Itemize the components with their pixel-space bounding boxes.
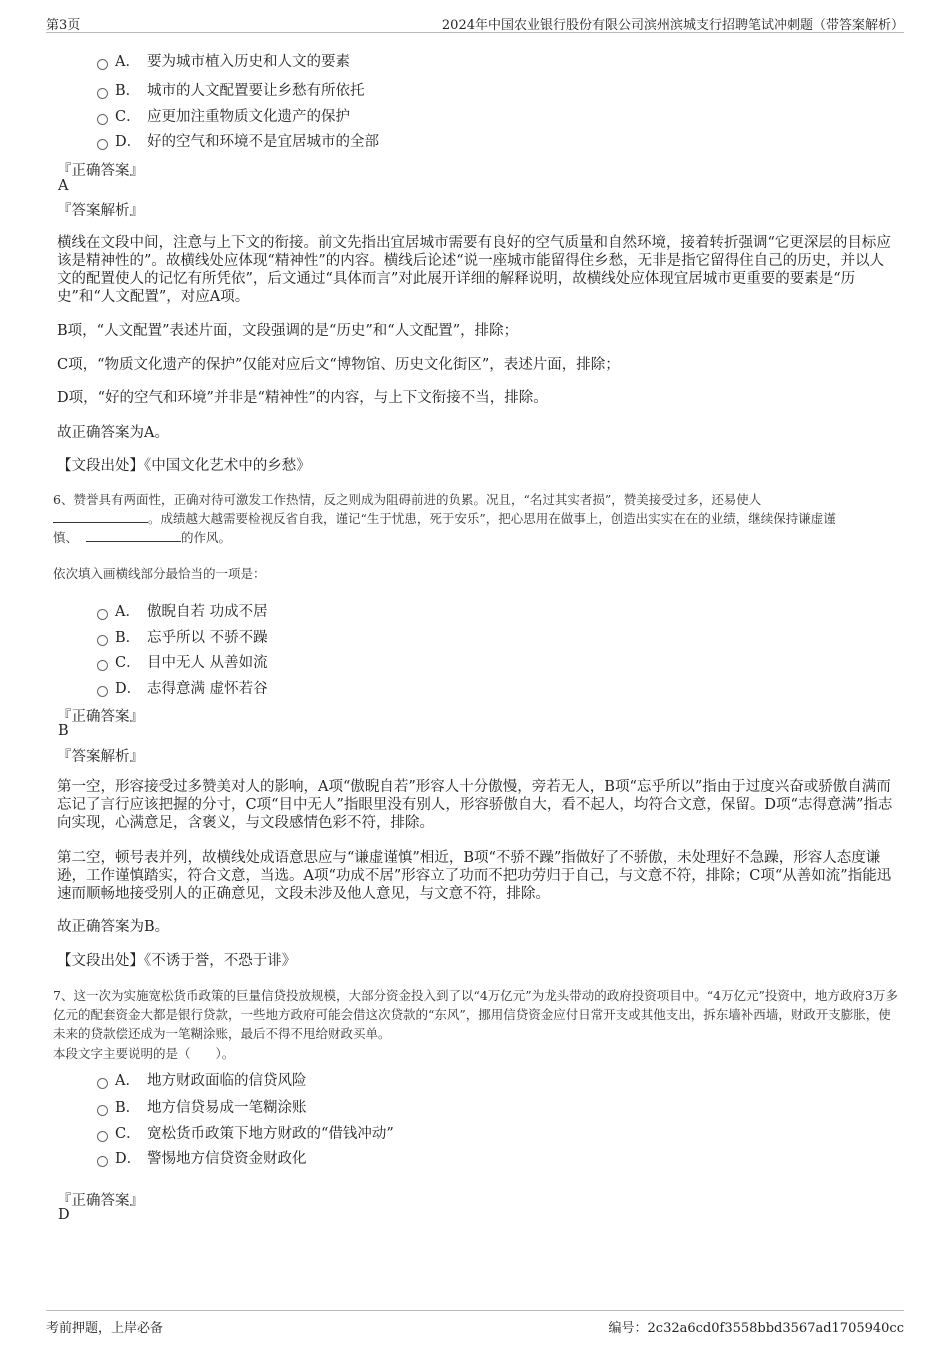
q5-conclusion: 故正确答案为A。 xyxy=(57,425,169,441)
q7-prompt: 本段文字主要说明的是（ ）。 xyxy=(53,1046,235,1061)
q6-analysis-label: 『答案解析』 xyxy=(57,749,144,765)
q5-analysis-paragraph: 横线在文段中间，注意与上下文的衔接。前文先指出宜居城市需要有良好的空气质量和自然环境，接着转折强调“它更深层的目标应该是精神性的”。故横线处应体现“精神性”的内容。横线后论述“说一座城市能留得住乡愁，无非是指它留得住自己的历史，并以人文的配置使人的记忆有所凭依”，后文通过“具体而言”对此展开详细的解释说明，故横线处应体现宜居城市更重要的要素是“历史”和“人文配置”，对应A项。 xyxy=(57,235,891,305)
q6-option-d[interactable]: D． 志得意满 虚怀若谷 xyxy=(97,677,268,698)
footer-slogan: 考前押题，上岸必备 xyxy=(46,1321,164,1336)
q5-analysis-label: 『答案解析』 xyxy=(57,203,144,219)
q6-option-c[interactable]: C． 目中无人 从善如流 xyxy=(97,651,268,672)
q5-analysis-paragraph: D项，“好的空气和环境”并非是“精神性”的内容，与上下文衔接不当，排除。 xyxy=(57,390,548,406)
page-header xyxy=(46,10,904,33)
q6-answer-label: 『正确答案』 xyxy=(57,709,144,725)
q7-stem: 7、这一次为实施宽松货币政策的巨量信贷投放规模，大部分资金投入到了以“4万亿元”为龙头带动的政府投资项目中。“4万亿元”投资中，地方政府3万多亿元的配套资金大都是银行贷款，一些地方政府可能会借这次贷款的“东风”，挪用信贷资金应付日常开支或其他支出，拆东墙补西墙，财政开支膨胀，使未来的贷款偿还成为一笔糊涂账，最后不得不甩给财政买单。 xyxy=(53,988,898,1041)
page-number: 第3页 xyxy=(46,18,81,33)
radio-icon[interactable] xyxy=(97,88,108,99)
q5-answer-label: 『正确答案』 xyxy=(57,163,144,179)
q6-conclusion: 故正确答案为B。 xyxy=(57,919,170,935)
q5-option-c[interactable]: C． 应更加注重物质文化遗产的保护 xyxy=(97,105,350,126)
radio-icon[interactable] xyxy=(97,114,108,125)
radio-icon[interactable] xyxy=(97,635,108,646)
document-id: 编号：2c32a6cd0f3558bbd3567ad1705940cc xyxy=(608,1321,904,1336)
q6-analysis-paragraph: 第一空，形容接受过多赞美对人的影响，A项“傲睨自若”形容人十分傲慢，旁若无人，B项“忘乎所以”指由于过度兴奋或骄傲自满而忘记了言行应该把握的分寸，C项“目中无人”指眼里没有别人，形容骄傲自大，看不起人，均符合文意，保留。D项“志得意满”指志向实现，心满意足，含褒义，与文段感情色彩不符，排除。 xyxy=(57,779,893,831)
radio-icon[interactable] xyxy=(97,686,108,697)
q5-option-b[interactable]: B． 城市的人文配置要让乡愁有所依托 xyxy=(97,79,365,100)
q6-option-b[interactable]: B． 忘乎所以 不骄不躁 xyxy=(97,626,268,647)
q5-option-d[interactable]: D． 好的空气和环境不是宜居城市的全部 xyxy=(97,130,379,151)
q7-option-d[interactable]: D． 警惕地方信贷资金财政化 xyxy=(97,1147,307,1168)
page-footer xyxy=(46,1310,904,1339)
q6-option-a[interactable]: A． 傲睨自若 功成不居 xyxy=(97,600,268,621)
fill-blank xyxy=(86,529,181,542)
radio-icon[interactable] xyxy=(97,139,108,150)
q7-option-b[interactable]: B． 地方信贷易成一笔糊涂账 xyxy=(97,1096,307,1117)
radio-icon[interactable] xyxy=(97,1078,108,1089)
q7-option-a[interactable]: A． 地方财政面临的信贷风险 xyxy=(97,1069,307,1090)
radio-icon[interactable] xyxy=(97,59,108,70)
q5-analysis-paragraph: C项，“物质文化遗产的保护”仅能对应后文“博物馆、历史文化街区”，表述片面，排除； xyxy=(57,357,620,373)
radio-icon[interactable] xyxy=(97,1131,108,1142)
radio-icon[interactable] xyxy=(97,1105,108,1116)
q5-analysis-paragraph: B项，“人文配置”表述片面，文段强调的是“历史”和“人文配置”，排除； xyxy=(57,323,519,339)
fill-blank xyxy=(53,510,148,523)
q6-prompt: 依次填入画横线部分最恰当的一项是： xyxy=(53,566,266,581)
radio-icon[interactable] xyxy=(97,609,108,620)
q5-source: 【文段出处】《中国文化艺术中的乡愁》 xyxy=(57,458,311,474)
q5-answer: A xyxy=(58,178,69,194)
radio-icon[interactable] xyxy=(97,660,108,671)
document-title: 2024年中国农业银行股份有限公司滨州滨城支行招聘笔试冲刺题（带答案解析） xyxy=(441,18,904,33)
q6-stem: 6、赞誉具有两面性，正确对待可激发工作热情，反之则成为阻碍前进的负累。况且，“名过其实者损”，赞美接受过多，还易使人 。成绩越大越需要检视反省自我，谨记“生于忧患，死于安乐”，把心思用在做事上，创造出实实在在的业绩，继续保持谦虚谨 慎、 的作风。 xyxy=(53,492,836,545)
q7-answer-label: 『正确答案』 xyxy=(57,1193,144,1209)
q6-analysis-paragraph: 第二空，顿号表并列，故横线处成语意思应与“谦虚谨慎”相近，B项“不骄不躁”指做好了不骄傲，未处理好不急躁，形容人态度谦逊，工作谨慎踏实，符合文意，当选。A项“功成不居”形容立了功而不把功劳归于自己，与文意不符，排除；C项“从善如流”指能迅速而顺畅地接受别人的正确意见，文段未涉及他人意见，与文意不符，排除。 xyxy=(57,850,892,902)
q5-option-a[interactable]: A． 要为城市植入历史和人文的要素 xyxy=(97,50,350,71)
radio-icon[interactable] xyxy=(97,1156,108,1167)
q6-answer: B xyxy=(58,723,69,739)
q7-answer: D xyxy=(58,1207,70,1223)
q6-source: 【文段出处】《不诱于誉，不恐于诽》 xyxy=(57,953,297,969)
q7-option-c[interactable]: C． 宽松货币政策下地方财政的“借钱冲动” xyxy=(97,1122,394,1143)
